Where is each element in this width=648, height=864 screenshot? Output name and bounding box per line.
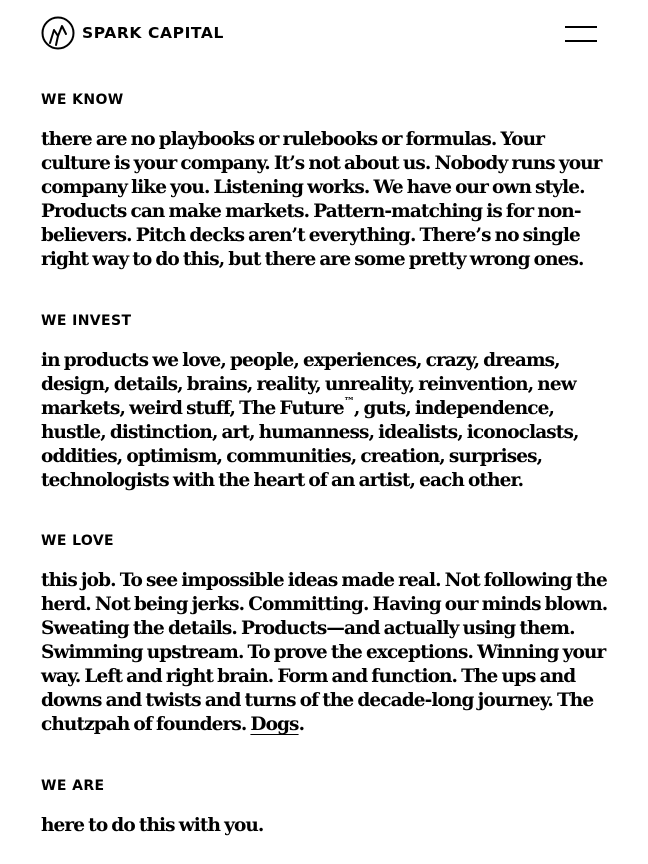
trademark-symbol: ™ [343,395,354,408]
we-are-section [41,778,611,838]
section-body-text: this job. To see impossible ideas made real. Not following the herd. Not being jerks. Committing. Having our minds blown. Sweating the details. Products—and actually using them. Swimming upstream. To prove the exceptions. Winning your way. Left and right brain. Form and function. The ups and downs and twists and turns of the decade-long journey. The chutzpah of founders. [41,570,608,735]
spark-capital-logo-icon [41,16,75,50]
section-body-text: , guts, independence, hustle, distinction, art, humanness, idealists, iconoclasts, oddities, optimism, communities, creation, surprises, technologists with the heart of an artist, each other. [41,398,579,491]
section-label: WE INVEST [41,313,132,329]
home-logo-link[interactable] [41,16,224,50]
hamburger-menu-icon [565,40,597,42]
brand-name: SPARK CAPITAL [82,24,224,42]
hamburger-menu-icon [565,26,597,28]
section-label: WE KNOW [41,92,124,108]
section-body-text: in products we love, people, experiences, crazy, dreams, design, details, brains, reality, unreality, reinvention, new markets, weird stuff, The Future [41,350,576,419]
dogs-link[interactable]: Dogs [250,714,299,735]
section-body: here to do this with you. [41,815,264,836]
site-header [41,16,597,52]
section-label: WE ARE [41,778,105,794]
section-body [41,349,611,493]
section-body-text: . [298,714,305,735]
section-label: WE LOVE [41,533,115,549]
section-body [41,569,611,737]
we-invest-section [41,313,611,493]
section-body: there are no playbooks or rulebooks or formulas. Your culture is your company. It’s not about us. Nobody runs your company like you. Listening works. We have our own style. Products can make markets. Pattern-matching is for non-believers. Pitch decks aren’t everything. There’s no single right way to do this, but there are some pretty wrong ones. [41,129,602,270]
menu-button[interactable] [565,26,597,42]
we-love-section [41,533,611,737]
we-know-section [41,92,611,272]
